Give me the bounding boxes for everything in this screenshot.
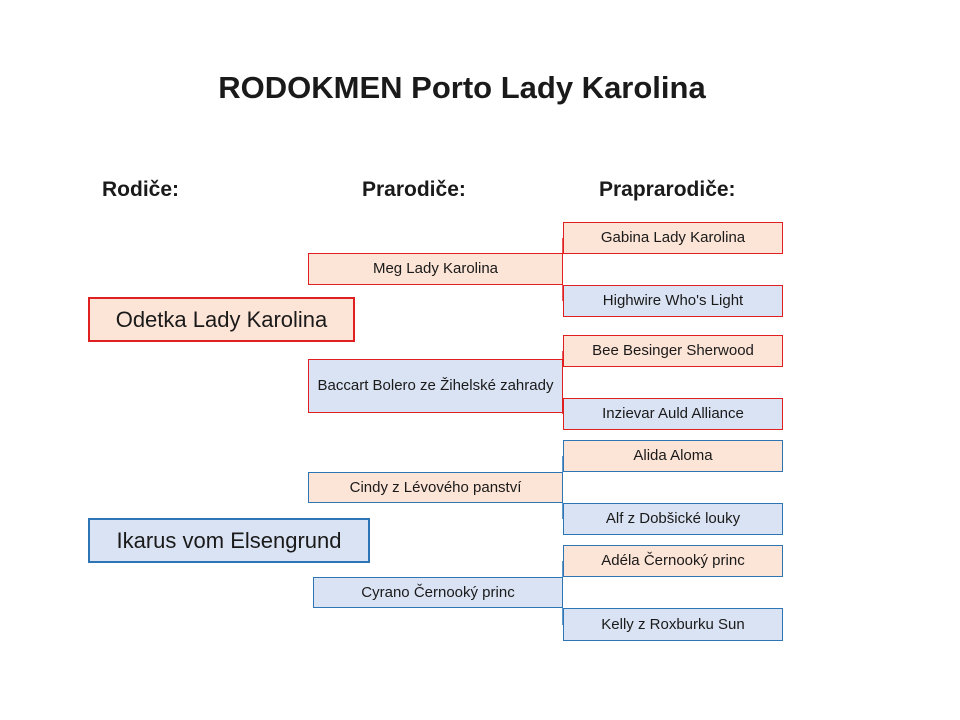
grandparent-ff[interactable]: Cyrano Černooký princ bbox=[313, 577, 563, 608]
great-grandparent-fmm[interactable]: Alida Aloma bbox=[563, 440, 783, 472]
header-great-grandparents: Praprarodiče: bbox=[599, 178, 736, 201]
grandparent-mf[interactable]: Baccart Bolero ze Žihelské zahrady bbox=[308, 359, 563, 413]
parent-mother[interactable]: Odetka Lady Karolina bbox=[88, 297, 355, 342]
great-grandparent-mmf[interactable]: Highwire Who's Light bbox=[563, 285, 783, 317]
great-grandparent-mmm[interactable]: Gabina Lady Karolina bbox=[563, 222, 783, 254]
great-grandparent-mff[interactable]: Inzievar Auld Alliance bbox=[563, 398, 783, 430]
great-grandparent-ffm[interactable]: Adéla Černooký princ bbox=[563, 545, 783, 577]
grandparent-mm[interactable]: Meg Lady Karolina bbox=[308, 253, 563, 285]
page-title: RODOKMEN Porto Lady Karolina bbox=[218, 70, 706, 105]
great-grandparent-fff[interactable]: Kelly z Roxburku Sun bbox=[563, 608, 783, 641]
header-parents: Rodiče: bbox=[102, 178, 180, 201]
header-grandparents: Prarodiče: bbox=[362, 178, 466, 201]
great-grandparent-mfm[interactable]: Bee Besinger Sherwood bbox=[563, 335, 783, 367]
great-grandparent-fmf[interactable]: Alf z Dobšické louky bbox=[563, 503, 783, 535]
grandparent-fm[interactable]: Cindy z Lévového panství bbox=[308, 472, 563, 503]
parent-father[interactable]: Ikarus vom Elsengrund bbox=[88, 518, 370, 563]
